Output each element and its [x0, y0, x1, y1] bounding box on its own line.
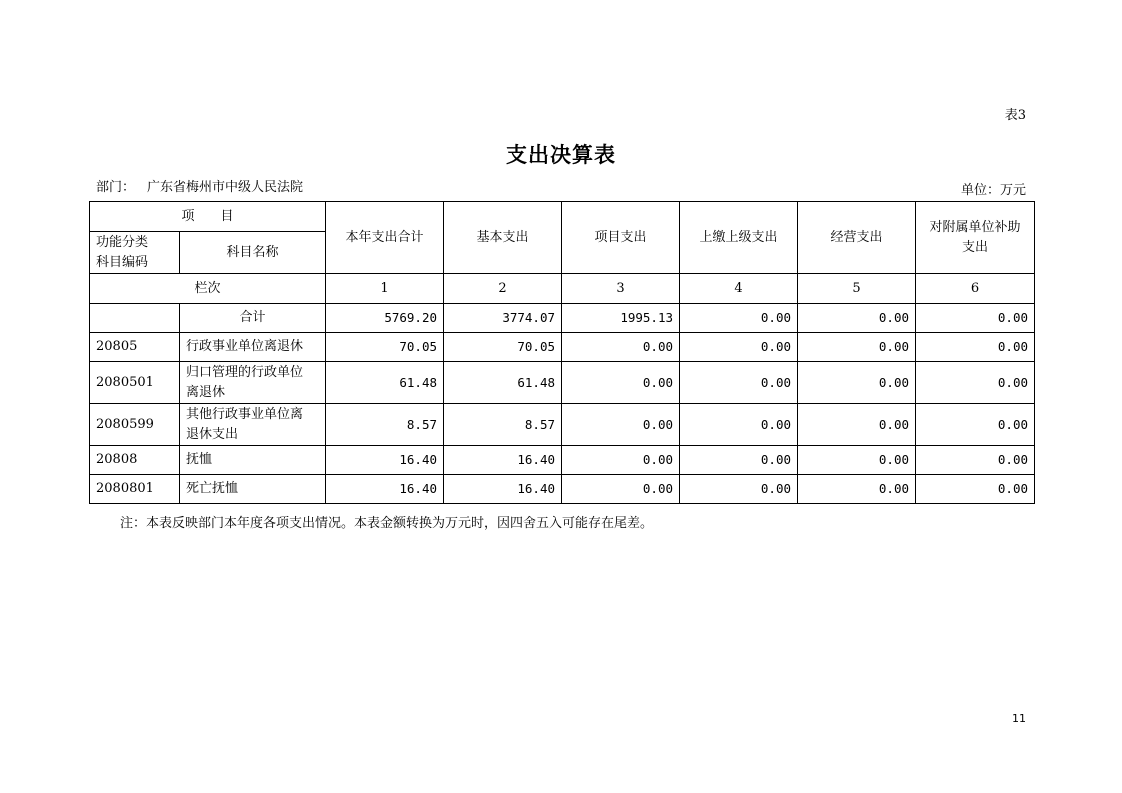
header-col-6: 对附属单位补助 支出: [916, 202, 1035, 274]
table-row: [90, 404, 1035, 446]
row-value: 0.00: [798, 475, 916, 504]
row-code: 20808: [90, 446, 180, 475]
row-name: 归口管理的行政单位 离退休: [180, 362, 326, 404]
department-name: 广东省梅州市中级人民法院: [147, 180, 304, 195]
footnote: 注：本表反映部门本年度各项支出情况。本表金额转换为万元时，因四舍五入可能存在尾差。: [120, 516, 654, 531]
row-value: 0.00: [798, 404, 916, 446]
expenditure-table: [89, 201, 1035, 504]
row-value: 0.00: [680, 333, 798, 362]
row-value: 0.00: [798, 446, 916, 475]
total-value: 0.00: [680, 304, 798, 333]
row-name: 行政事业单位离退休: [180, 333, 326, 362]
header-item: 项 目: [90, 202, 326, 232]
row-value: 0.00: [916, 362, 1035, 404]
department-line: [96, 176, 303, 195]
page-title: 支出决算表: [506, 143, 616, 167]
row-value: 16.40: [444, 446, 562, 475]
row-value: 70.05: [444, 333, 562, 362]
header-col-2: 基本支出: [444, 202, 562, 274]
row-value: 16.40: [326, 446, 444, 475]
header-col-1: 本年支出合计: [326, 202, 444, 274]
total-value: 5769.20: [326, 304, 444, 333]
table-row: [90, 475, 1035, 504]
row-value: 0.00: [798, 333, 916, 362]
row-code: 2080501: [90, 362, 180, 404]
header-name: 科目名称: [180, 232, 326, 274]
column-index-1: 1: [326, 274, 444, 304]
row-value: 0.00: [562, 362, 680, 404]
row-code: 2080801: [90, 475, 180, 504]
table-row: [90, 362, 1035, 404]
table-row: [90, 333, 1035, 362]
row-value: 8.57: [326, 404, 444, 446]
row-value: 0.00: [916, 475, 1035, 504]
unit-label: 单位：万元: [960, 183, 1026, 198]
row-name: 死亡抚恤: [180, 475, 326, 504]
column-index-6: 6: [916, 274, 1035, 304]
row-value: 8.57: [444, 404, 562, 446]
header-col-5: 经营支出: [798, 202, 916, 274]
row-value: 0.00: [798, 362, 916, 404]
column-index-2: 2: [444, 274, 562, 304]
row-value: 0.00: [562, 404, 680, 446]
column-index-3: 3: [562, 274, 680, 304]
column-index-label: 栏次: [90, 274, 326, 304]
total-value: 0.00: [916, 304, 1035, 333]
column-index-4: 4: [680, 274, 798, 304]
column-index-5: 5: [798, 274, 916, 304]
total-value: 3774.07: [444, 304, 562, 333]
row-value: 0.00: [916, 333, 1035, 362]
row-value: 0.00: [680, 475, 798, 504]
row-value: 70.05: [326, 333, 444, 362]
row-value: 0.00: [562, 446, 680, 475]
row-value: 16.40: [326, 475, 444, 504]
row-value: 0.00: [680, 404, 798, 446]
row-value: 61.48: [326, 362, 444, 404]
header-col-4: 上缴上级支出: [680, 202, 798, 274]
row-value: 0.00: [916, 404, 1035, 446]
total-label: 合计: [180, 304, 326, 333]
row-value: 61.48: [444, 362, 562, 404]
total-value: 1995.13: [562, 304, 680, 333]
row-value: 0.00: [562, 475, 680, 504]
row-value: 0.00: [680, 446, 798, 475]
total-code-cell: [90, 304, 180, 333]
row-name: 其他行政事业单位离 退休支出: [180, 404, 326, 446]
header-col-3: 项目支出: [562, 202, 680, 274]
header-code: 功能分类 科目编码: [90, 232, 180, 274]
total-value: 0.00: [798, 304, 916, 333]
table-row: [90, 446, 1035, 475]
page-number: 11: [1012, 712, 1026, 725]
total-row: [90, 304, 1035, 333]
table-number: 表3: [1004, 108, 1026, 123]
row-value: 16.40: [444, 475, 562, 504]
department-label: 部门：: [96, 180, 136, 195]
row-value: 0.00: [562, 333, 680, 362]
row-code: 20805: [90, 333, 180, 362]
row-code: 2080599: [90, 404, 180, 446]
row-name: 抚恤: [180, 446, 326, 475]
row-value: 0.00: [916, 446, 1035, 475]
row-value: 0.00: [680, 362, 798, 404]
